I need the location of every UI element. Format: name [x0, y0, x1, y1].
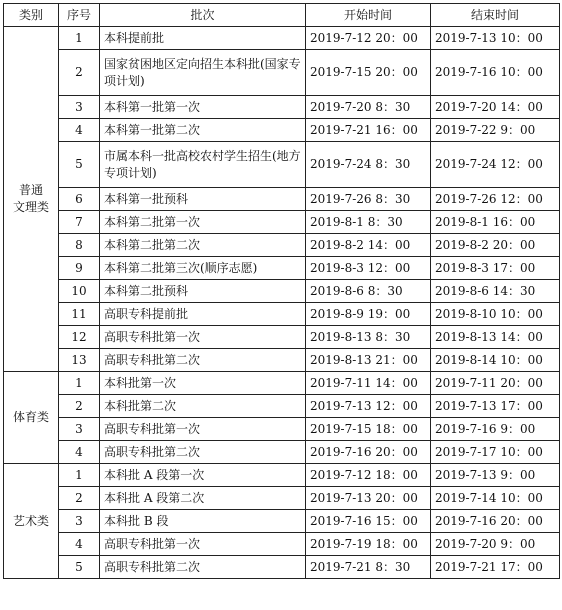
start-time-cell: 2019-7-12 20：00 — [306, 27, 431, 50]
number-cell: 3 — [59, 510, 100, 533]
start-time-cell: 2019-7-24 8：30 — [306, 142, 431, 188]
table-row — [4, 464, 560, 487]
batch-cell: 高职专科批第一次 — [100, 418, 306, 441]
table-row — [4, 441, 560, 464]
header-category: 类别 — [4, 4, 59, 27]
start-time-cell: 2019-7-13 20：00 — [306, 487, 431, 510]
start-time-cell: 2019-7-20 8：30 — [306, 96, 431, 119]
batch-cell: 高职专科批第二次 — [100, 441, 306, 464]
table-row — [4, 395, 560, 418]
category-label: 艺术类 — [12, 513, 49, 528]
category-cell — [4, 372, 59, 464]
start-time-cell: 2019-7-16 15：00 — [306, 510, 431, 533]
number-cell: 4 — [59, 441, 100, 464]
number-cell: 4 — [59, 533, 100, 556]
table-row — [4, 349, 560, 372]
start-time-cell: 2019-8-2 14：00 — [306, 234, 431, 257]
end-time-cell: 2019-7-20 14：00 — [431, 96, 560, 119]
start-time-cell: 2019-8-13 21：00 — [306, 349, 431, 372]
end-time-cell: 2019-8-10 10：00 — [431, 303, 560, 326]
number-cell: 1 — [59, 27, 100, 50]
header-end-time: 结束时间 — [431, 4, 560, 27]
number-cell: 12 — [59, 326, 100, 349]
start-time-cell: 2019-7-15 20：00 — [306, 50, 431, 96]
start-time-cell: 2019-7-21 16：00 — [306, 119, 431, 142]
batch-cell: 本科第一批预科 — [100, 188, 306, 211]
start-time-cell: 2019-8-13 8：30 — [306, 326, 431, 349]
header-number: 序号 — [59, 4, 100, 27]
end-time-cell: 2019-7-16 20：00 — [431, 510, 560, 533]
end-time-cell: 2019-7-22 9：00 — [431, 119, 560, 142]
table-row — [4, 326, 560, 349]
table-row — [4, 372, 560, 395]
schedule-table — [3, 3, 560, 579]
number-cell: 5 — [59, 556, 100, 579]
number-cell: 8 — [59, 234, 100, 257]
number-cell: 4 — [59, 119, 100, 142]
table-row — [4, 188, 560, 211]
number-cell: 11 — [59, 303, 100, 326]
header-batch: 批次 — [100, 4, 306, 27]
end-time-cell: 2019-7-17 10：00 — [431, 441, 560, 464]
category-label: 文理类 — [12, 200, 49, 214]
table-row — [4, 50, 560, 96]
number-cell: 1 — [59, 372, 100, 395]
start-time-cell: 2019-7-19 18：00 — [306, 533, 431, 556]
end-time-cell: 2019-7-21 17：00 — [431, 556, 560, 579]
start-time-cell: 2019-7-21 8：30 — [306, 556, 431, 579]
header-row — [4, 4, 560, 27]
number-cell: 9 — [59, 257, 100, 280]
table-row — [4, 510, 560, 533]
start-time-cell: 2019-7-11 14：00 — [306, 372, 431, 395]
end-time-cell: 2019-7-16 9：00 — [431, 418, 560, 441]
batch-cell: 本科第二批第二次 — [100, 234, 306, 257]
end-time-cell: 2019-8-6 14：30 — [431, 280, 560, 303]
table-row — [4, 257, 560, 280]
start-time-cell: 2019-7-16 20：00 — [306, 441, 431, 464]
batch-cell: 高职专科提前批 — [100, 303, 306, 326]
end-time-cell: 2019-7-24 12：00 — [431, 142, 560, 188]
batch-cell: 本科第二批第一次 — [100, 211, 306, 234]
end-time-cell: 2019-7-11 20：00 — [431, 372, 560, 395]
table-row — [4, 418, 560, 441]
table-row — [4, 211, 560, 234]
number-cell: 5 — [59, 142, 100, 188]
batch-cell: 本科第二批第三次(顺序志愿) — [100, 257, 306, 280]
number-cell: 3 — [59, 96, 100, 119]
end-time-cell: 2019-7-14 10：00 — [431, 487, 560, 510]
start-time-cell: 2019-7-12 18：00 — [306, 464, 431, 487]
end-time-cell: 2019-7-26 12：00 — [431, 188, 560, 211]
start-time-cell: 2019-8-3 12：00 — [306, 257, 431, 280]
number-cell: 7 — [59, 211, 100, 234]
start-time-cell: 2019-7-15 18：00 — [306, 418, 431, 441]
number-cell: 13 — [59, 349, 100, 372]
table-row — [4, 280, 560, 303]
table-row — [4, 533, 560, 556]
category-label: 普通 — [18, 183, 43, 197]
table-row — [4, 487, 560, 510]
category-cell — [4, 27, 59, 372]
end-time-cell: 2019-8-3 17：00 — [431, 257, 560, 280]
table-body — [4, 27, 560, 579]
table-row — [4, 27, 560, 50]
start-time-cell: 2019-8-1 8：30 — [306, 211, 431, 234]
start-time-cell: 2019-8-9 19：00 — [306, 303, 431, 326]
batch-cell: 高职专科批第二次 — [100, 556, 306, 579]
end-time-cell: 2019-7-13 9：00 — [431, 464, 560, 487]
table-row — [4, 96, 560, 119]
table-row — [4, 119, 560, 142]
number-cell: 2 — [59, 50, 100, 96]
batch-cell: 国家贫困地区定向招生本科批(国家专项计划) — [100, 50, 306, 96]
number-cell: 6 — [59, 188, 100, 211]
batch-cell: 本科第二批预科 — [100, 280, 306, 303]
table-row — [4, 142, 560, 188]
table-row — [4, 556, 560, 579]
number-cell: 3 — [59, 418, 100, 441]
number-cell: 2 — [59, 487, 100, 510]
end-time-cell: 2019-8-14 10：00 — [431, 349, 560, 372]
end-time-cell: 2019-8-13 14：00 — [431, 326, 560, 349]
batch-cell: 高职专科批第一次 — [100, 326, 306, 349]
header-start-time: 开始时间 — [306, 4, 431, 27]
start-time-cell: 2019-8-6 8：30 — [306, 280, 431, 303]
start-time-cell: 2019-7-13 12：00 — [306, 395, 431, 418]
batch-cell: 本科批 A 段第一次 — [100, 464, 306, 487]
end-time-cell: 2019-8-1 16：00 — [431, 211, 560, 234]
batch-cell: 本科第一批第一次 — [100, 96, 306, 119]
batch-cell: 市属本科一批高校农村学生招生(地方专项计划) — [100, 142, 306, 188]
table-row — [4, 303, 560, 326]
end-time-cell: 2019-7-13 10：00 — [431, 27, 560, 50]
number-cell: 1 — [59, 464, 100, 487]
end-time-cell: 2019-7-16 10：00 — [431, 50, 560, 96]
batch-cell: 本科批第一次 — [100, 372, 306, 395]
number-cell: 10 — [59, 280, 100, 303]
category-label: 体育类 — [12, 410, 49, 424]
batch-cell: 本科提前批 — [100, 27, 306, 50]
end-time-cell: 2019-8-2 20：00 — [431, 234, 560, 257]
batch-cell: 本科批 A 段第二次 — [100, 487, 306, 510]
batch-cell: 高职专科批第二次 — [100, 349, 306, 372]
number-cell: 2 — [59, 395, 100, 418]
batch-cell: 本科批第二次 — [100, 395, 306, 418]
batch-cell: 高职专科批第一次 — [100, 533, 306, 556]
end-time-cell: 2019-7-13 17：00 — [431, 395, 560, 418]
batch-cell: 本科第一批第二次 — [100, 119, 306, 142]
table-row — [4, 234, 560, 257]
end-time-cell: 2019-7-20 9：00 — [431, 533, 560, 556]
category-cell — [4, 464, 59, 579]
batch-cell: 本科批 B 段 — [100, 510, 306, 533]
start-time-cell: 2019-7-26 8：30 — [306, 188, 431, 211]
